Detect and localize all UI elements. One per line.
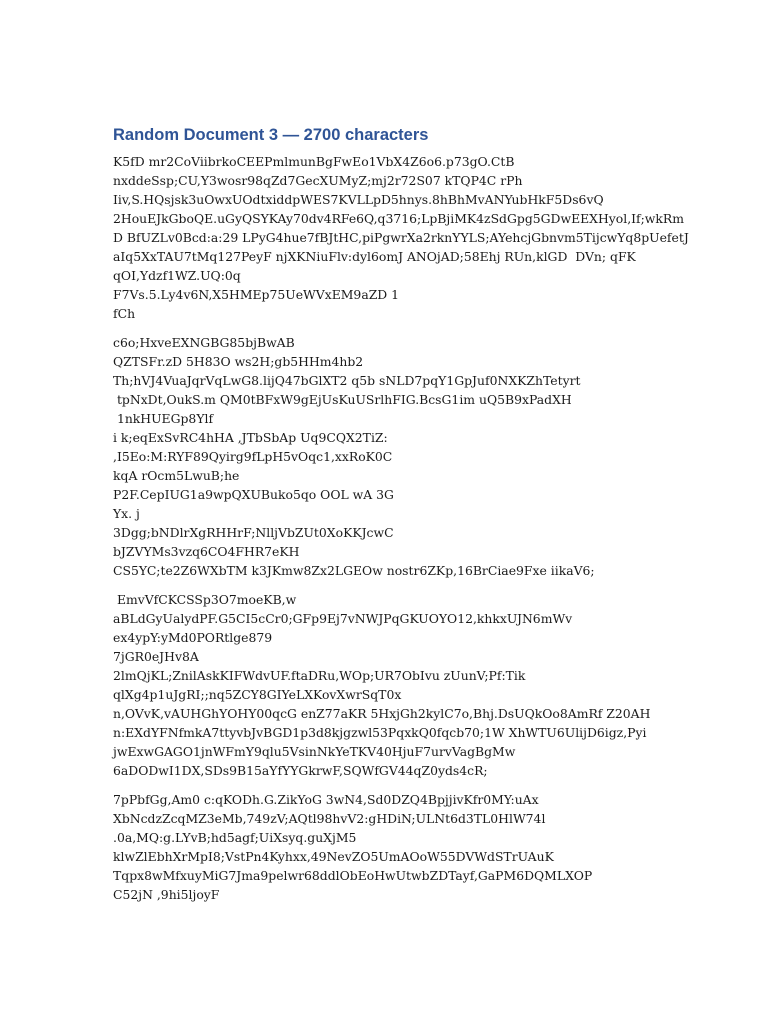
text-line: c6o;HxveEXNGBG85bjBwAB (113, 335, 295, 350)
text-line: QZTSFr.zD 5H83O ws2H;gb5HHm4hb2 (113, 354, 364, 369)
text-line: n:EXdYFNfmkA7ttyvbJvBGD1p3d8kjgzwl53PqxkQ0fqcb70;1W XhWTU6UlijD6igz,Pyi (113, 725, 647, 740)
text-line: i k;eqExSvRC4hHA ,JTbSbAp Uq9CQX2TiZ: (113, 430, 388, 445)
text-line: 3Dgg;bNDlrXgRHHrF;NlljVbZUt0XoKKJcwC (113, 525, 394, 540)
paragraph (113, 590, 753, 780)
text-line: 6aDODwI1DX,SDs9B15aYfYYGkrwF,SQWfGV44qZ0yds4cR; (113, 763, 488, 778)
text-line: .0a,MQ:g.LYvB;hd5agf;UiXsyq.guXjM5 (113, 830, 357, 845)
paragraph (113, 152, 753, 323)
text-line: K5fD mr2CoViibrkoCEEPmlmunBgFwEo1VbX4Z6o6.p73gO.CtB (113, 154, 515, 169)
text-line: jwExwGAGO1jnWFmY9qlu5VsinNkYeTKV40HjuF7urvVagBgMw (113, 744, 516, 759)
text-line: n,OVvK,vAUHGhYOHY00qcG enZ77aKR 5HxjGh2kylC7o,Bhj.DsUQkOo8AmRf Z20AH (113, 706, 651, 721)
text-line: C52jN ,9hi5ljoyF (113, 887, 220, 902)
text-line: 7jGR0eJHv8A (113, 649, 199, 664)
text-line: nxddeSsp;CU,Y3wosr98qZd7GecXUMyZ;mj2r72S07 kTQP4C rPh (113, 173, 523, 188)
text-line: klwZlEbhXrMpI8;VstPn4Kyhxx,49NevZO5UmAOoW55DVWdSTrUAuK (113, 849, 554, 864)
text-line: Tqpx8wMfxuyMiG7Jma9pelwr68ddlObEoHwUtwbZDTayf,GaPM6DQMLXOP (113, 868, 593, 883)
text-line: Th;hVJ4VuaJqrVqLwG8.lijQ47bGlXT2 q5b sNLD7pqY1GpJuf0NXKZhTetyrt (113, 373, 581, 388)
text-line: tpNxDt,OukS.m QM0tBFxW9gEjUsKuUSrlhFIG.BcsG1im uQ5B9xPadXH (113, 392, 572, 407)
text-line: P2F.CepIUG1a9wpQXUBuko5qo OOL wA 3G (113, 487, 394, 502)
text-line: fCh (113, 306, 136, 321)
paragraph (113, 790, 753, 904)
text-line: Iiv,S.HQsjsk3uOwxUOdtxiddpWES7KVLLpD5hnys.8hBhMvANYubHkF5Ds6vQ (113, 192, 604, 207)
text-line: aIq5XxTAU7tMq127PeyF njXKNiuFlv:dyl6omJ ANOjAD;58Ehj RUn,klGD DVn; qFK (113, 249, 636, 264)
text-line: 2lmQjKL;ZnilAskKIFWdvUF.ftaDRu,WOp;UR7ObIvu zUunV;Pf:Tik (113, 668, 526, 683)
paragraph (113, 333, 753, 580)
document-body (113, 152, 753, 904)
text-line: aBLdGyUalydPF.G5CI5cCr0;GFp9Ej7vNWJPqGKUOYO12,khkxUJN6mWv (113, 611, 573, 626)
text-line: D BfUZLv0Bcd:a:29 LPyG4hue7fBJtHC,piPgwrXa2rknYYLS;AYehcjGbnvm5TijcwYq8pUefetJ (113, 230, 689, 245)
text-line: ex4ypY:yMd0PORtlge879 (113, 630, 273, 645)
text-line: qlXg4p1uJgRI;;nq5ZCY8GIYeLXKovXwrSqT0x (113, 687, 402, 702)
text-line: XbNcdzZcqMZ3eMb,749zV;AQtl98hvV2:gHDiN;ULNt6d3TL0HlW74l (113, 811, 546, 826)
document-title: Random Document 3 — 2700 characters (113, 126, 429, 144)
text-line: F7Vs.5.Ly4v6N,X5HMEp75UeWVxEM9aZD 1 (113, 287, 400, 302)
text-line: 1nkHUEGp8Ylf (113, 411, 214, 426)
text-line: 2HouEJkGboQE.uGyQSYKAy70dv4RFe6Q,q3716;LpBjiMK4zSdGpg5GDwEEXHyol,If;wkRm (113, 211, 685, 226)
text-line: EmvVfCKCSSp3O7moeKB,w (113, 592, 297, 607)
text-line: ,I5Eo:M:RYF89Qyirg9fLpH5vOqc1,xxRoK0C (113, 449, 393, 464)
text-line: 7pPbfGg,Am0 c:qKODh.G.ZikYoG 3wN4,Sd0DZQ4BpjjivKfr0MY:uAx (113, 792, 539, 807)
text-line: CS5YC;te2Z6WXbTM k3JKmw8Zx2LGEOw nostr6ZKp,16BrCiae9Fxe iikaV6; (113, 563, 595, 578)
text-line: bJZVYMs3vzq6CO4FHR7eKH (113, 544, 300, 559)
text-line: qOI,Ydzf1WZ.UQ:0q (113, 268, 241, 283)
text-line: kqA rOcm5LwuB;he (113, 468, 240, 483)
document-page (113, 123, 753, 914)
text-line: Yx. j (113, 506, 140, 521)
